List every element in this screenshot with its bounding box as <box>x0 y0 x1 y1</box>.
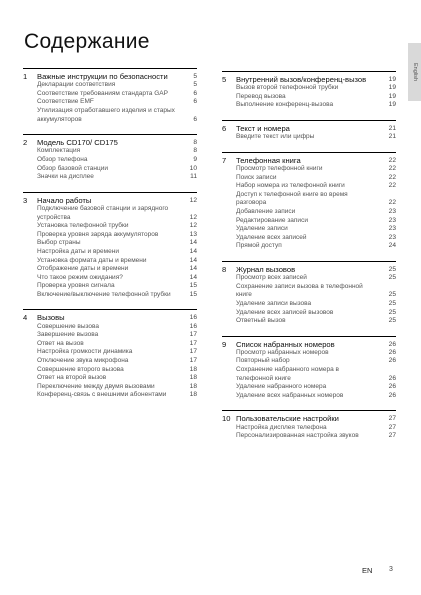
entry-text: Декларации соответствия <box>37 81 116 89</box>
entry-text: Отключение звука микрофона <box>37 357 129 365</box>
entry-text: Отображение даты и времени <box>37 265 129 273</box>
toc-entry[interactable] <box>222 242 396 251</box>
entry-text: Удаление набранного номера <box>236 383 327 391</box>
section-number: 7 <box>222 155 227 165</box>
toc-section <box>222 152 396 251</box>
entry-text: Настройка даты и времени <box>37 247 119 255</box>
toc-entry[interactable] <box>222 165 396 174</box>
entry-text: Прямой доступ <box>236 242 282 250</box>
entry-page-number: 19 <box>388 92 396 100</box>
toc-section <box>23 192 197 300</box>
toc-entry[interactable] <box>23 374 197 383</box>
toc-entry[interactable] <box>23 331 197 340</box>
section-number: 2 <box>23 138 28 148</box>
entry-page-number: 27 <box>388 432 396 440</box>
footer-language: EN <box>362 566 373 575</box>
entry-page-number: 25 <box>388 299 396 307</box>
toc-entry[interactable] <box>23 357 197 366</box>
entry-page-number: 22 <box>388 199 396 207</box>
section-page-number: 12 <box>189 196 197 204</box>
entry-text: Доступ к телефонной книге во время разговора <box>236 190 348 207</box>
toc-entry[interactable] <box>23 291 197 300</box>
toc-entry[interactable] <box>23 282 197 291</box>
toc-entry[interactable] <box>222 317 396 326</box>
section-number: 8 <box>222 264 227 274</box>
toc-entry[interactable] <box>222 432 396 441</box>
entry-page-number: 6 <box>193 115 197 123</box>
entry-page-number: 14 <box>189 256 197 264</box>
entry-page-number: 22 <box>388 164 396 172</box>
entry-page-number: 23 <box>388 207 396 215</box>
section-number: 4 <box>23 313 28 323</box>
entry-text: Ответный вызов <box>236 317 286 325</box>
toc-section <box>222 261 396 326</box>
section-title: Важные инструкции по безопасности <box>37 72 168 81</box>
entry-text: Настройка дисплея телефона <box>236 423 327 431</box>
toc-entry[interactable] <box>23 348 197 357</box>
entry-text: Соответствие EMF <box>37 98 94 106</box>
toc-entry[interactable] <box>23 147 197 156</box>
toc-entry[interactable] <box>23 248 197 257</box>
entry-page-number: 23 <box>388 216 396 224</box>
entry-text: Удаление всех набранных номеров <box>236 391 344 399</box>
entry-text: Что такое режим ожидания? <box>37 273 123 281</box>
toc-section-heading[interactable] <box>23 193 197 205</box>
entry-text: Поиск записи <box>236 173 277 181</box>
entry-page-number: 25 <box>388 274 396 282</box>
entry-page-number: 17 <box>189 339 197 347</box>
entry-page-number: 26 <box>388 391 396 399</box>
entry-page-number: 17 <box>189 331 197 339</box>
entry-page-number: 18 <box>189 391 197 399</box>
toc-section-heading[interactable] <box>222 153 396 165</box>
entry-text: Набор номера из телефонной книги <box>236 182 345 190</box>
section-title: Пользовательские настройки <box>236 414 339 424</box>
toc-section <box>222 120 396 142</box>
entry-page-number: 23 <box>388 225 396 233</box>
entry-page-number: 12 <box>189 213 197 221</box>
entry-text: Ответ на вызов <box>37 339 84 347</box>
entry-text: Перевод вызова <box>236 92 286 100</box>
toc-column-left <box>23 68 197 410</box>
toc-entry[interactable] <box>23 156 197 165</box>
toc-section-heading[interactable] <box>222 121 396 133</box>
entry-page-number: 21 <box>388 133 396 141</box>
entry-page-number: 14 <box>189 247 197 255</box>
section-number: 3 <box>23 195 28 205</box>
toc-entry[interactable] <box>222 309 396 318</box>
entry-text: Конференц-связь с внешними абонентами <box>37 391 167 399</box>
entry-page-number: 6 <box>193 89 197 97</box>
entry-text: Персонализированная настройка звуков <box>236 432 359 440</box>
entry-text: Добавление записи <box>236 207 296 215</box>
toc-section-heading[interactable] <box>222 337 396 349</box>
toc-section-heading[interactable] <box>222 411 396 423</box>
entry-page-number: 16 <box>189 322 197 330</box>
toc-entry[interactable] <box>222 225 396 234</box>
entry-text: Просмотр телефонной книги <box>236 164 323 172</box>
toc-entry[interactable] <box>23 173 197 182</box>
entry-page-number: 22 <box>388 173 396 181</box>
entry-text: Установка телефонной трубки <box>37 222 129 230</box>
entry-page-number: 15 <box>189 290 197 298</box>
entry-text: Вызов второй телефонной трубки <box>236 84 339 92</box>
toc-entry[interactable] <box>222 84 396 93</box>
entry-page-number: 13 <box>189 230 197 238</box>
toc-section-heading[interactable] <box>23 135 197 147</box>
section-page-number: 25 <box>388 265 396 273</box>
entry-page-number: 11 <box>190 173 197 181</box>
toc-section <box>23 134 197 182</box>
entry-page-number: 12 <box>189 222 197 230</box>
entry-text: Удаление записи <box>236 225 288 233</box>
entry-page-number: 14 <box>189 239 197 247</box>
toc-entry[interactable] <box>222 191 396 208</box>
entry-page-number: 14 <box>189 273 197 281</box>
toc-entry[interactable] <box>23 222 197 231</box>
entry-text: Выполнение конференц-вызова <box>236 101 334 109</box>
entry-page-number: 25 <box>388 291 396 299</box>
section-page-number: 16 <box>189 314 197 322</box>
entry-text: Подключение базовой станции и зарядного устройства <box>37 204 169 221</box>
toc-entry[interactable] <box>23 366 197 375</box>
toc-entry[interactable] <box>222 383 396 392</box>
entry-page-number: 24 <box>388 242 396 250</box>
section-title: Журнал вызовов <box>236 264 296 274</box>
section-page-number: 26 <box>388 340 396 348</box>
section-number: 10 <box>222 414 231 424</box>
entry-page-number: 19 <box>388 101 396 109</box>
section-number: 9 <box>222 339 227 349</box>
section-number: 5 <box>222 75 227 84</box>
entry-text: Редактирование записи <box>236 216 308 224</box>
entry-text: Комплектация <box>37 147 81 155</box>
toc-entry[interactable] <box>222 366 396 383</box>
entry-page-number: 26 <box>388 348 396 356</box>
entry-text: Просмотр всех записей <box>236 274 307 282</box>
toc-entry[interactable] <box>222 357 396 366</box>
footer-page-number: 3 <box>389 566 393 573</box>
entry-text: Сохранение набранного номера в телефонной книге <box>236 366 339 382</box>
entry-page-number: 18 <box>189 365 197 373</box>
language-tab <box>408 43 421 101</box>
entry-text: Повторный набор <box>236 357 290 365</box>
section-page-number: 5 <box>193 73 197 80</box>
entry-page-number: 27 <box>388 423 396 431</box>
language-tab-label: English <box>411 62 418 82</box>
entry-page-number: 14 <box>189 265 197 273</box>
entry-text: Сохранение записи вызова в телефонной книге <box>236 282 363 299</box>
toc-entry[interactable] <box>222 274 396 283</box>
entry-text: Установка формата даты и времени <box>37 256 147 264</box>
entry-text: Удаление всех записей вызовов <box>236 308 334 316</box>
section-title: Телефонная книга <box>236 155 301 165</box>
toc-column-right <box>222 71 396 451</box>
entry-page-number: 19 <box>388 84 396 92</box>
entry-page-number: 26 <box>388 357 396 365</box>
toc-entry[interactable] <box>23 323 197 332</box>
entry-page-number: 17 <box>189 348 197 356</box>
entry-page-number: 25 <box>388 308 396 316</box>
entry-text: Соответствие требованиям стандарта GAP <box>37 89 168 97</box>
entry-text: Проверка уровня сигнала <box>37 282 115 290</box>
section-number: 1 <box>23 72 28 81</box>
toc-entry[interactable] <box>23 274 197 283</box>
toc-section-heading[interactable] <box>23 310 197 322</box>
section-page-number: 8 <box>193 139 197 147</box>
toc-entry[interactable] <box>222 101 396 110</box>
toc-section <box>222 410 396 440</box>
section-title: Модель CD170/ CD175 <box>37 138 118 148</box>
entry-text: Просмотр набранных номеров <box>236 348 329 356</box>
entry-page-number: 8 <box>193 147 197 155</box>
entry-text: Ответ на второй вызов <box>37 374 107 382</box>
toc-entry[interactable] <box>23 205 197 222</box>
entry-text: Обзор телефона <box>37 155 88 163</box>
toc-entry[interactable] <box>23 90 197 99</box>
entry-text: Совершение вызова <box>37 322 100 330</box>
entry-page-number: 26 <box>388 383 396 391</box>
section-title: Начало работы <box>37 195 92 205</box>
entry-page-number: 18 <box>189 382 197 390</box>
entry-text: Включение/выключение телефонной трубки <box>37 290 171 298</box>
toc-section <box>222 71 396 110</box>
entry-text: Совершение второго вызова <box>37 365 124 373</box>
toc-section <box>23 68 197 124</box>
section-title: Текст и номера <box>236 123 290 133</box>
entry-text: Утилизация отработавшего изделия и старых аккумуляторов <box>37 106 175 123</box>
entry-page-number: 9 <box>193 155 197 163</box>
toc-entry[interactable] <box>222 174 396 183</box>
entry-page-number: 10 <box>189 164 197 172</box>
entry-page-number: 5 <box>193 81 197 89</box>
toc-section-heading[interactable] <box>222 72 396 84</box>
entry-page-number: 6 <box>193 98 197 106</box>
toc-entry[interactable] <box>23 257 197 266</box>
entry-page-number: 22 <box>388 182 396 190</box>
entry-text: Выбор страны <box>37 239 81 247</box>
toc-section-heading[interactable] <box>23 69 197 81</box>
entry-page-number: 25 <box>388 317 396 325</box>
toc-entry[interactable] <box>23 81 197 90</box>
toc-entry[interactable] <box>23 98 197 107</box>
page-title: Содержание <box>24 30 150 53</box>
entry-page-number: 15 <box>189 282 197 290</box>
section-page-number: 22 <box>388 156 396 164</box>
toc-entry[interactable] <box>222 208 396 217</box>
toc-entry[interactable] <box>222 300 396 309</box>
toc-section <box>23 309 197 400</box>
entry-text: Значки на дисплее <box>37 173 94 181</box>
entry-text: Проверка уровня заряда аккумуляторов <box>37 230 159 238</box>
toc-entry[interactable] <box>222 217 396 226</box>
entry-page-number: 26 <box>388 374 396 382</box>
entry-text: Введите текст или цифры <box>236 133 315 141</box>
toc-entry[interactable] <box>23 391 197 400</box>
entry-text: Переключение между двумя вызовами <box>37 382 155 390</box>
section-title: Внутренний вызов/конференц-вызов <box>236 75 367 84</box>
entry-text: Удаление всех записей <box>236 233 307 241</box>
toc-entry[interactable] <box>23 239 197 248</box>
section-title: Вызовы <box>37 313 65 323</box>
toc-entry[interactable] <box>23 165 197 174</box>
entry-text: Настройка громкости динамика <box>37 348 133 356</box>
toc-section <box>222 336 396 401</box>
section-page-number: 19 <box>388 76 396 83</box>
entry-page-number: 17 <box>189 357 197 365</box>
toc-entry[interactable] <box>222 392 396 401</box>
section-title: Список набранных номеров <box>236 339 335 349</box>
entry-text: Удаление записи вызова <box>236 299 312 307</box>
toc-entry[interactable] <box>222 93 396 102</box>
toc-entry[interactable] <box>23 265 197 274</box>
toc-entry[interactable] <box>222 283 396 300</box>
toc-entry[interactable] <box>222 133 396 142</box>
entry-text: Обзор базовой станции <box>37 164 108 172</box>
toc-entry[interactable] <box>222 424 396 433</box>
section-page-number: 27 <box>388 415 396 423</box>
section-page-number: 21 <box>388 124 396 132</box>
toc-entry[interactable] <box>222 182 396 191</box>
toc-entry[interactable] <box>23 107 197 124</box>
section-number: 6 <box>222 123 227 133</box>
entry-page-number: 18 <box>189 374 197 382</box>
toc-section-heading[interactable] <box>222 262 396 274</box>
entry-page-number: 23 <box>388 233 396 241</box>
entry-text: Завершение вызова <box>37 331 99 339</box>
